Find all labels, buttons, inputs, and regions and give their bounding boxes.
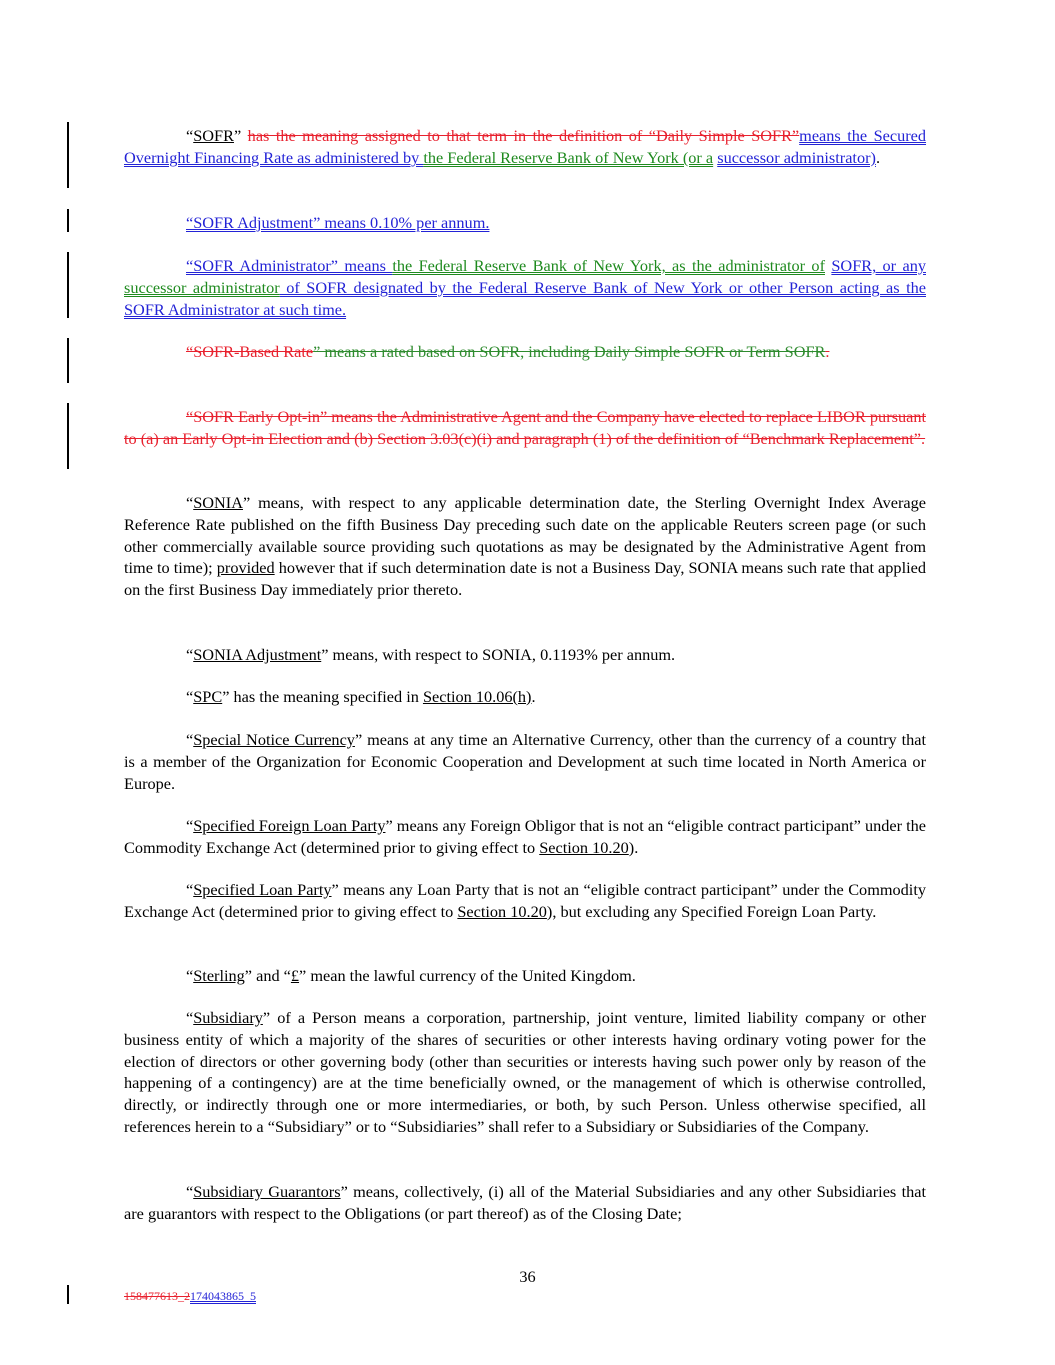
definition-text: ” means at any time an Alternative Currency, other than the currency of a country that is a member of the Organization for Economic Cooperation and Development at such time located in North America or Europe.: [124, 730, 926, 793]
section-reference[interactable]: Section 10.20: [457, 901, 547, 921]
definition-text: ” means any Loan Party that is not an “eligible contract participant” under the Commodity Exchange Act (determined prior to giving effect to: [124, 880, 926, 921]
definition-sofr-adjustment: [124, 212, 926, 234]
definition-sonia: [124, 492, 926, 601]
moved-text: successor administrator: [124, 277, 280, 297]
definition-sofr-administrator: [124, 255, 926, 320]
change-bar: [67, 1285, 69, 1304]
definition-subsidiary: [124, 1007, 926, 1138]
quote: “: [186, 493, 194, 512]
deleted-text: “SOFR-Based Rate: [186, 342, 314, 361]
section-reference[interactable]: Section 10.06(h): [422, 687, 532, 706]
definition-text: ).: [628, 837, 639, 857]
defined-term: Subsidiary: [193, 1008, 263, 1027]
definition-text: ” has the meaning specified in: [222, 687, 423, 706]
section-reference[interactable]: Section 3.03(c)(i): [377, 428, 493, 448]
quote: “: [186, 1182, 194, 1201]
change-bar: [67, 338, 69, 383]
quote: “: [186, 816, 194, 835]
page-number: 36: [519, 1267, 536, 1286]
definition-sofr-based-rate: [124, 341, 926, 363]
definition-sonia-adjustment: [124, 644, 926, 666]
definition-subsidiary-guarantors: [124, 1181, 926, 1225]
definition-sofr-early-opt-in: [124, 406, 926, 450]
defined-term: SPC: [193, 687, 223, 706]
inserted-text: successor administrator): [717, 147, 876, 167]
definition-text: .: [531, 687, 536, 706]
inserted-text: means the Secured Overnight Financing Rate as administered by: [124, 126, 927, 167]
change-bar: [67, 209, 69, 232]
quote: “: [186, 966, 194, 985]
definition-sofr: [124, 125, 926, 169]
defined-term: SONIA: [193, 493, 243, 512]
quote: “: [186, 880, 194, 899]
quote: “: [186, 687, 194, 706]
inserted-text: “SOFR Adjustment” means 0.10% per annum.: [186, 213, 490, 232]
inserted-text: SOFR, or any: [831, 256, 926, 275]
defined-term: SOFR: [193, 126, 234, 145]
quote: ”: [233, 126, 242, 145]
inserted-text: “SOFR Administrator” means: [186, 256, 393, 275]
definition-text: however that if such determination date is not a Business Day, SONIA means such rate that applied on the first Business Day immediately prior thereto.: [124, 558, 926, 600]
definition-specified-foreign-loan-party: [124, 815, 926, 859]
definition-text: ” means, collectively, (i) all of the Material Subsidiaries and any other Subsidiaries that are guarantors with respect to the Obligations (or part thereof) as of the Closing Date;: [124, 1182, 927, 1223]
defined-term: Subsidiary Guarantors: [193, 1182, 341, 1201]
definition-text: ” and “: [244, 966, 291, 985]
definition-text: ), but excluding any Specified Foreign Loan Party.: [546, 901, 877, 921]
quote: “: [186, 126, 194, 145]
definition-text: ” means, with respect to any applicable determination date, the Sterling Overnight Index Average Reference Rate published on the fifth Business Day preceding such date on the applicable Reuters screen page (or such other commercially available source providing such quotations as may be designated by the Administrative Agent from time to time);: [124, 493, 926, 578]
deleted-moved-text: ” means a rated based on SOFR, including Daily Simple SOFR or Term SOFR: [313, 342, 826, 361]
deleted-text: and paragraph (1) of the definition of “Benchmark Replacement”.: [492, 428, 926, 448]
definition-text: ” of a Person means a corporation, partnership, joint venture, limited liability company or other business entity of which a majority of the shares of securities or other interests having ordinary voting power for the election of directors or other governing body (other than securities or interests having such power only by reason of the happening of a contingency) are at the time beneficially owned, or the management of which is otherwise controlled, directly, or indirectly through one or more intermediaries, or both, by such Person. Unless otherwise specified, all references herein to a “Subsidiary” or to “Subsidiaries” shall refer to a Subsidiary or Subsidiaries of the Company.: [124, 1008, 926, 1136]
change-bar: [67, 252, 69, 318]
change-bar: [67, 403, 69, 469]
definition-text: ” mean the lawful currency of the United Kingdom.: [299, 966, 636, 985]
deleted-text: .: [825, 342, 830, 361]
definition-spc: [124, 686, 926, 708]
deleted-text: has the meaning assigned to that term in the definition of “Daily Simple SOFR”: [247, 126, 800, 145]
change-bar: [67, 122, 69, 188]
emphasis: provided: [216, 558, 275, 578]
definition-sterling: [124, 965, 926, 987]
moved-text: the Federal Reserve Bank of New York (or a: [423, 147, 714, 167]
old-document-id: 158477613_2: [124, 1289, 190, 1303]
period: .: [875, 147, 881, 167]
definition-text: ” means any Foreign Obligor that is not an “eligible contract participant” under the Commodity Exchange Act (determined prior to giving effect to: [124, 816, 926, 857]
document-id: [124, 1289, 256, 1304]
defined-term: Specified Loan Party: [193, 880, 332, 899]
inserted-text: of SOFR designated by the Federal Reserve Bank of New York or other Person acting as the SOFR Administrator at such time.: [124, 277, 926, 319]
defined-term: SONIA Adjustment: [193, 645, 322, 664]
quote: “: [186, 1008, 194, 1027]
defined-term: Sterling: [193, 966, 245, 985]
defined-term: £: [290, 966, 300, 985]
moved-text: the Federal Reserve Bank of New York, as the administrator of: [392, 256, 825, 275]
definition-special-notice-currency: [124, 729, 926, 794]
quote: “: [186, 730, 194, 749]
new-document-id: 174043865_5: [190, 1289, 256, 1303]
definition-text: ” means, with respect to SONIA, 0.1193% per annum.: [321, 645, 676, 664]
section-reference[interactable]: Section 10.20: [539, 837, 629, 857]
defined-term: Specified Foreign Loan Party: [193, 816, 386, 835]
quote: “: [186, 645, 194, 664]
definition-specified-loan-party: [124, 879, 926, 923]
deleted-text: “SOFR Early Opt-in” means the Administrative Agent and the Company have elected to replace LIBOR pursuant to (a) an Early Opt-in Election and (b): [124, 407, 926, 448]
defined-term: Special Notice Currency: [193, 730, 355, 749]
